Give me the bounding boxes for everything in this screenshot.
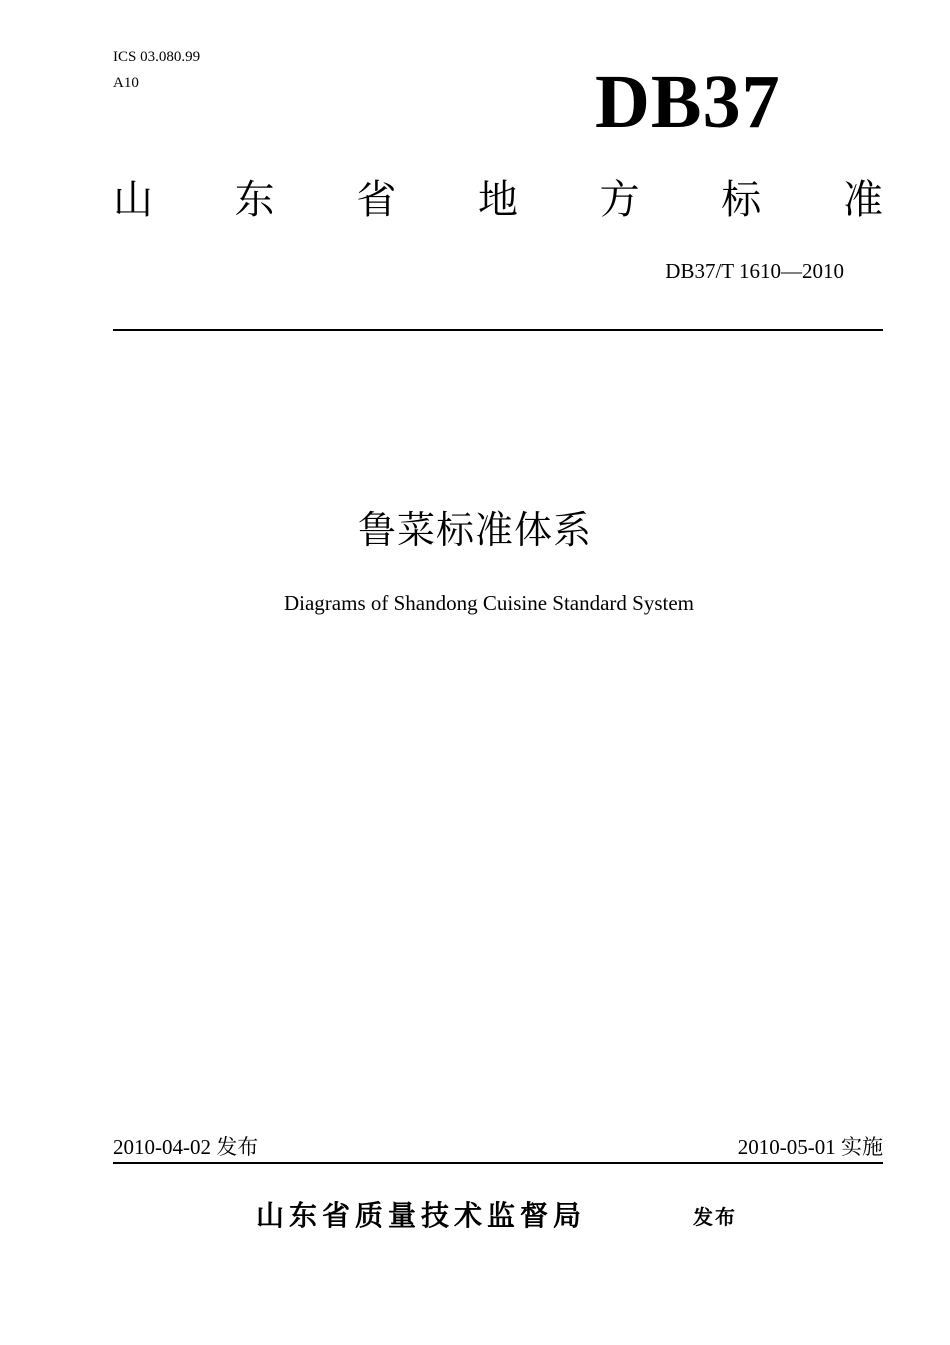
footer-divider (113, 1162, 883, 1164)
document-title-en: Diagrams of Shandong Cuisine Standard System (283, 591, 695, 615)
standard-type-title (113, 176, 883, 224)
implementation-date: 2010-05-01 实施 (737, 1135, 883, 1159)
document-title-cn: 鲁菜标准体系 (357, 508, 592, 552)
standard-prefix-logo: DB37 (595, 60, 781, 144)
issuing-label: 发布 (693, 1205, 737, 1229)
title-char: 山 (113, 177, 153, 223)
title-char: 省 (356, 177, 397, 223)
publish-date: 2010-04-02 发布 (113, 1135, 259, 1159)
title-char: 东 (234, 177, 275, 223)
title-char: 准 (842, 177, 883, 223)
title-char: 方 (599, 177, 640, 223)
title-char: 标 (721, 177, 762, 223)
title-char: 地 (477, 177, 518, 223)
standard-number: DB37/T 1610—2010 (665, 259, 844, 283)
classification-code: A10 (113, 75, 139, 91)
ics-code: ICS 03.080.99 (113, 49, 201, 65)
header-divider (113, 329, 883, 331)
issuing-authority: 山东省质量技术监督局 (256, 1199, 587, 1232)
